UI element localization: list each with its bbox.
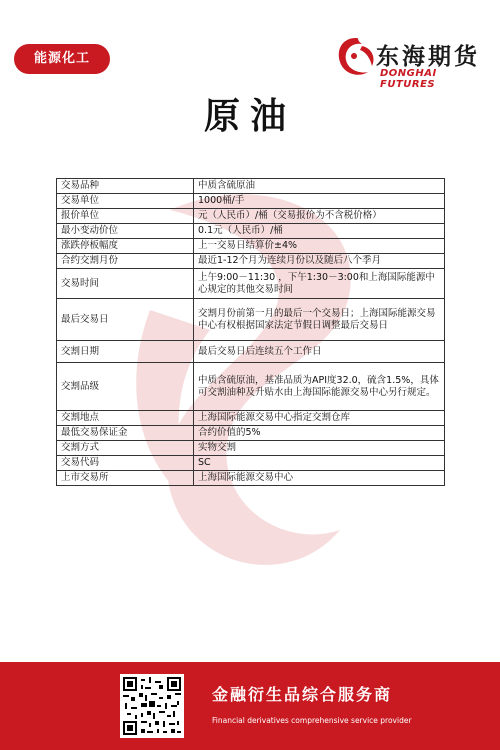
brand-name-en: DONGHAI FUTURES bbox=[380, 68, 437, 90]
row-key: 交易品种 bbox=[57, 179, 194, 194]
brand-logo bbox=[332, 34, 492, 90]
table-row bbox=[57, 224, 445, 239]
row-value: 上一交易日结算价±4% bbox=[194, 239, 445, 254]
table-row bbox=[57, 363, 445, 411]
row-key: 合约交割月份 bbox=[57, 254, 194, 269]
contract-spec-table bbox=[56, 178, 445, 486]
row-key: 最低交易保证金 bbox=[57, 426, 194, 441]
row-value: 0.1元（人民币）/桶 bbox=[194, 224, 445, 239]
row-value: 中质含硫原油，基准品质为API度32.0，硫含1.5%，具体可交割油种及升贴水由上海国际能源交易中心另行规定。 bbox=[194, 363, 445, 411]
table-row bbox=[57, 341, 445, 363]
row-key: 报价单位 bbox=[57, 209, 194, 224]
dragon-emblem-icon bbox=[332, 34, 380, 82]
row-value: SC bbox=[194, 456, 445, 471]
table-row bbox=[57, 471, 445, 486]
page-title: 原油 bbox=[203, 95, 296, 137]
row-value: 上海国际能源交易中心 bbox=[194, 471, 445, 486]
row-key: 交割品级 bbox=[57, 363, 194, 411]
table-row bbox=[57, 239, 445, 254]
brand-name-cn: 东海期货 bbox=[376, 43, 480, 70]
footer-banner bbox=[0, 662, 500, 750]
table-row bbox=[57, 269, 445, 299]
row-key: 交易时间 bbox=[57, 269, 194, 299]
table-row bbox=[57, 441, 445, 456]
row-key: 最小变动价位 bbox=[57, 224, 194, 239]
table-row bbox=[57, 456, 445, 471]
table-row bbox=[57, 411, 445, 426]
row-key: 交割方式 bbox=[57, 441, 194, 456]
table-row bbox=[57, 209, 445, 224]
table-row bbox=[57, 254, 445, 269]
row-value: 中质含硫原油 bbox=[194, 179, 445, 194]
row-value: 元（人民币）/桶（交易报价为不含税价格） bbox=[194, 209, 445, 224]
table-row bbox=[57, 299, 445, 341]
row-value: 上午9:00－11:30 ，下午1:30－3:00和上海国际能源中心规定的其他交易时间 bbox=[194, 269, 445, 299]
row-key: 交易代码 bbox=[57, 456, 194, 471]
row-value: 上海国际能源交易中心指定交割仓库 bbox=[194, 411, 445, 426]
row-value: 合约价值的5% bbox=[194, 426, 445, 441]
row-key: 交割日期 bbox=[57, 341, 194, 363]
qr-code-icon bbox=[120, 674, 184, 738]
table-row bbox=[57, 179, 445, 194]
table-row bbox=[57, 426, 445, 441]
row-value: 最近1-12个月为连续月份以及随后八个季月 bbox=[194, 254, 445, 269]
row-key: 交易单位 bbox=[57, 194, 194, 209]
row-key: 涨跌停板幅度 bbox=[57, 239, 194, 254]
row-key: 最后交易日 bbox=[57, 299, 194, 341]
row-key: 上市交易所 bbox=[57, 471, 194, 486]
table-row bbox=[57, 194, 445, 209]
row-value: 交割月份前第一月的最后一个交易日；上海国际能源交易中心有权根据国家法定节假日调整最后交易日 bbox=[194, 299, 445, 341]
footer-slogan-en: Financial derivatives comprehensive service provider bbox=[212, 716, 412, 725]
row-key: 交割地点 bbox=[57, 411, 194, 426]
footer-slogan-cn: 金融衍生品综合服务商 bbox=[212, 685, 393, 704]
row-value: 1000桶/手 bbox=[194, 194, 445, 209]
row-value: 实物交割 bbox=[194, 441, 445, 456]
category-tag: 能源化工 bbox=[14, 44, 110, 74]
row-value: 最后交易日后连续五个工作日 bbox=[194, 341, 445, 363]
